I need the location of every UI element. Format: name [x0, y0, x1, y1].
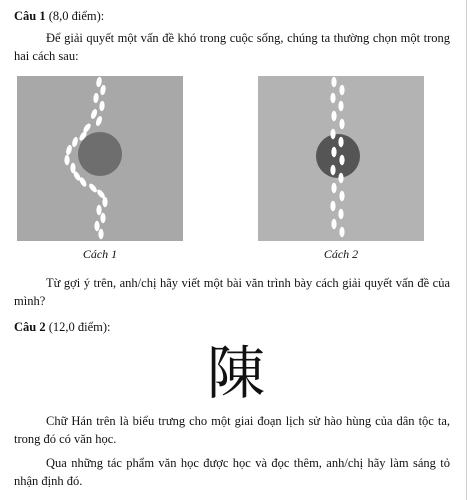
footprint — [339, 85, 344, 95]
footprint — [330, 165, 335, 175]
question-1-heading — [14, 7, 104, 25]
footprint — [98, 229, 103, 239]
footprint — [338, 173, 343, 183]
way-2-caption: Cách 2 — [323, 247, 359, 261]
way-1-image — [17, 76, 183, 241]
way-1-caption: Cách 1 — [82, 247, 118, 261]
footprint — [330, 93, 335, 103]
footprint — [339, 119, 344, 129]
obstacle-circle — [316, 134, 360, 178]
question-2-label: Câu 2 — [14, 320, 46, 334]
footprint — [330, 201, 335, 211]
footprint — [331, 77, 336, 87]
footprint — [102, 197, 107, 207]
page-edge — [466, 0, 467, 500]
footprint — [331, 183, 336, 193]
obstacle-circle — [78, 132, 122, 176]
footprint — [338, 209, 343, 219]
footprint — [338, 101, 343, 111]
way-1-illustration — [17, 76, 183, 241]
footprint — [100, 213, 105, 223]
han-character: 陳 — [206, 339, 265, 407]
footprint — [339, 227, 344, 237]
footprint — [330, 129, 335, 139]
footprint — [64, 155, 69, 165]
way-2-illustration — [258, 76, 424, 241]
footprint — [331, 147, 336, 157]
way-2-image — [258, 76, 424, 241]
question-1-points: (8,0 điểm): — [48, 9, 105, 23]
footprint — [94, 221, 99, 231]
footprint — [331, 219, 336, 229]
footprint — [331, 111, 336, 121]
question-1-intro: Để giải quyết một vấn đề khó trong cuộc sống, chúng ta thường chọn một trong hai cách sau: — [14, 31, 450, 63]
question-2-points: (12,0 điểm): — [48, 320, 111, 334]
question-2-text-2: Qua những tác phẩm văn học được học và đọc thêm, anh/chị hãy làm sáng tỏ nhận định đó. — [14, 456, 450, 488]
footprint — [96, 205, 101, 215]
footprint — [339, 191, 344, 201]
question-2-heading — [14, 318, 111, 336]
footprint — [339, 155, 344, 165]
question-2-text-1: Chữ Hán trên là biểu trưng cho một giai đoạn lịch sử hào hùng của dân tộc ta, trong đó có văn học. — [14, 414, 450, 446]
footprint — [338, 137, 343, 147]
question-1-label: Câu 1 — [14, 9, 46, 23]
question-1-prompt: Từ gợi ý trên, anh/chị hãy viết một bài văn trình bày cách giải quyết vấn đề của mình? — [14, 276, 450, 308]
